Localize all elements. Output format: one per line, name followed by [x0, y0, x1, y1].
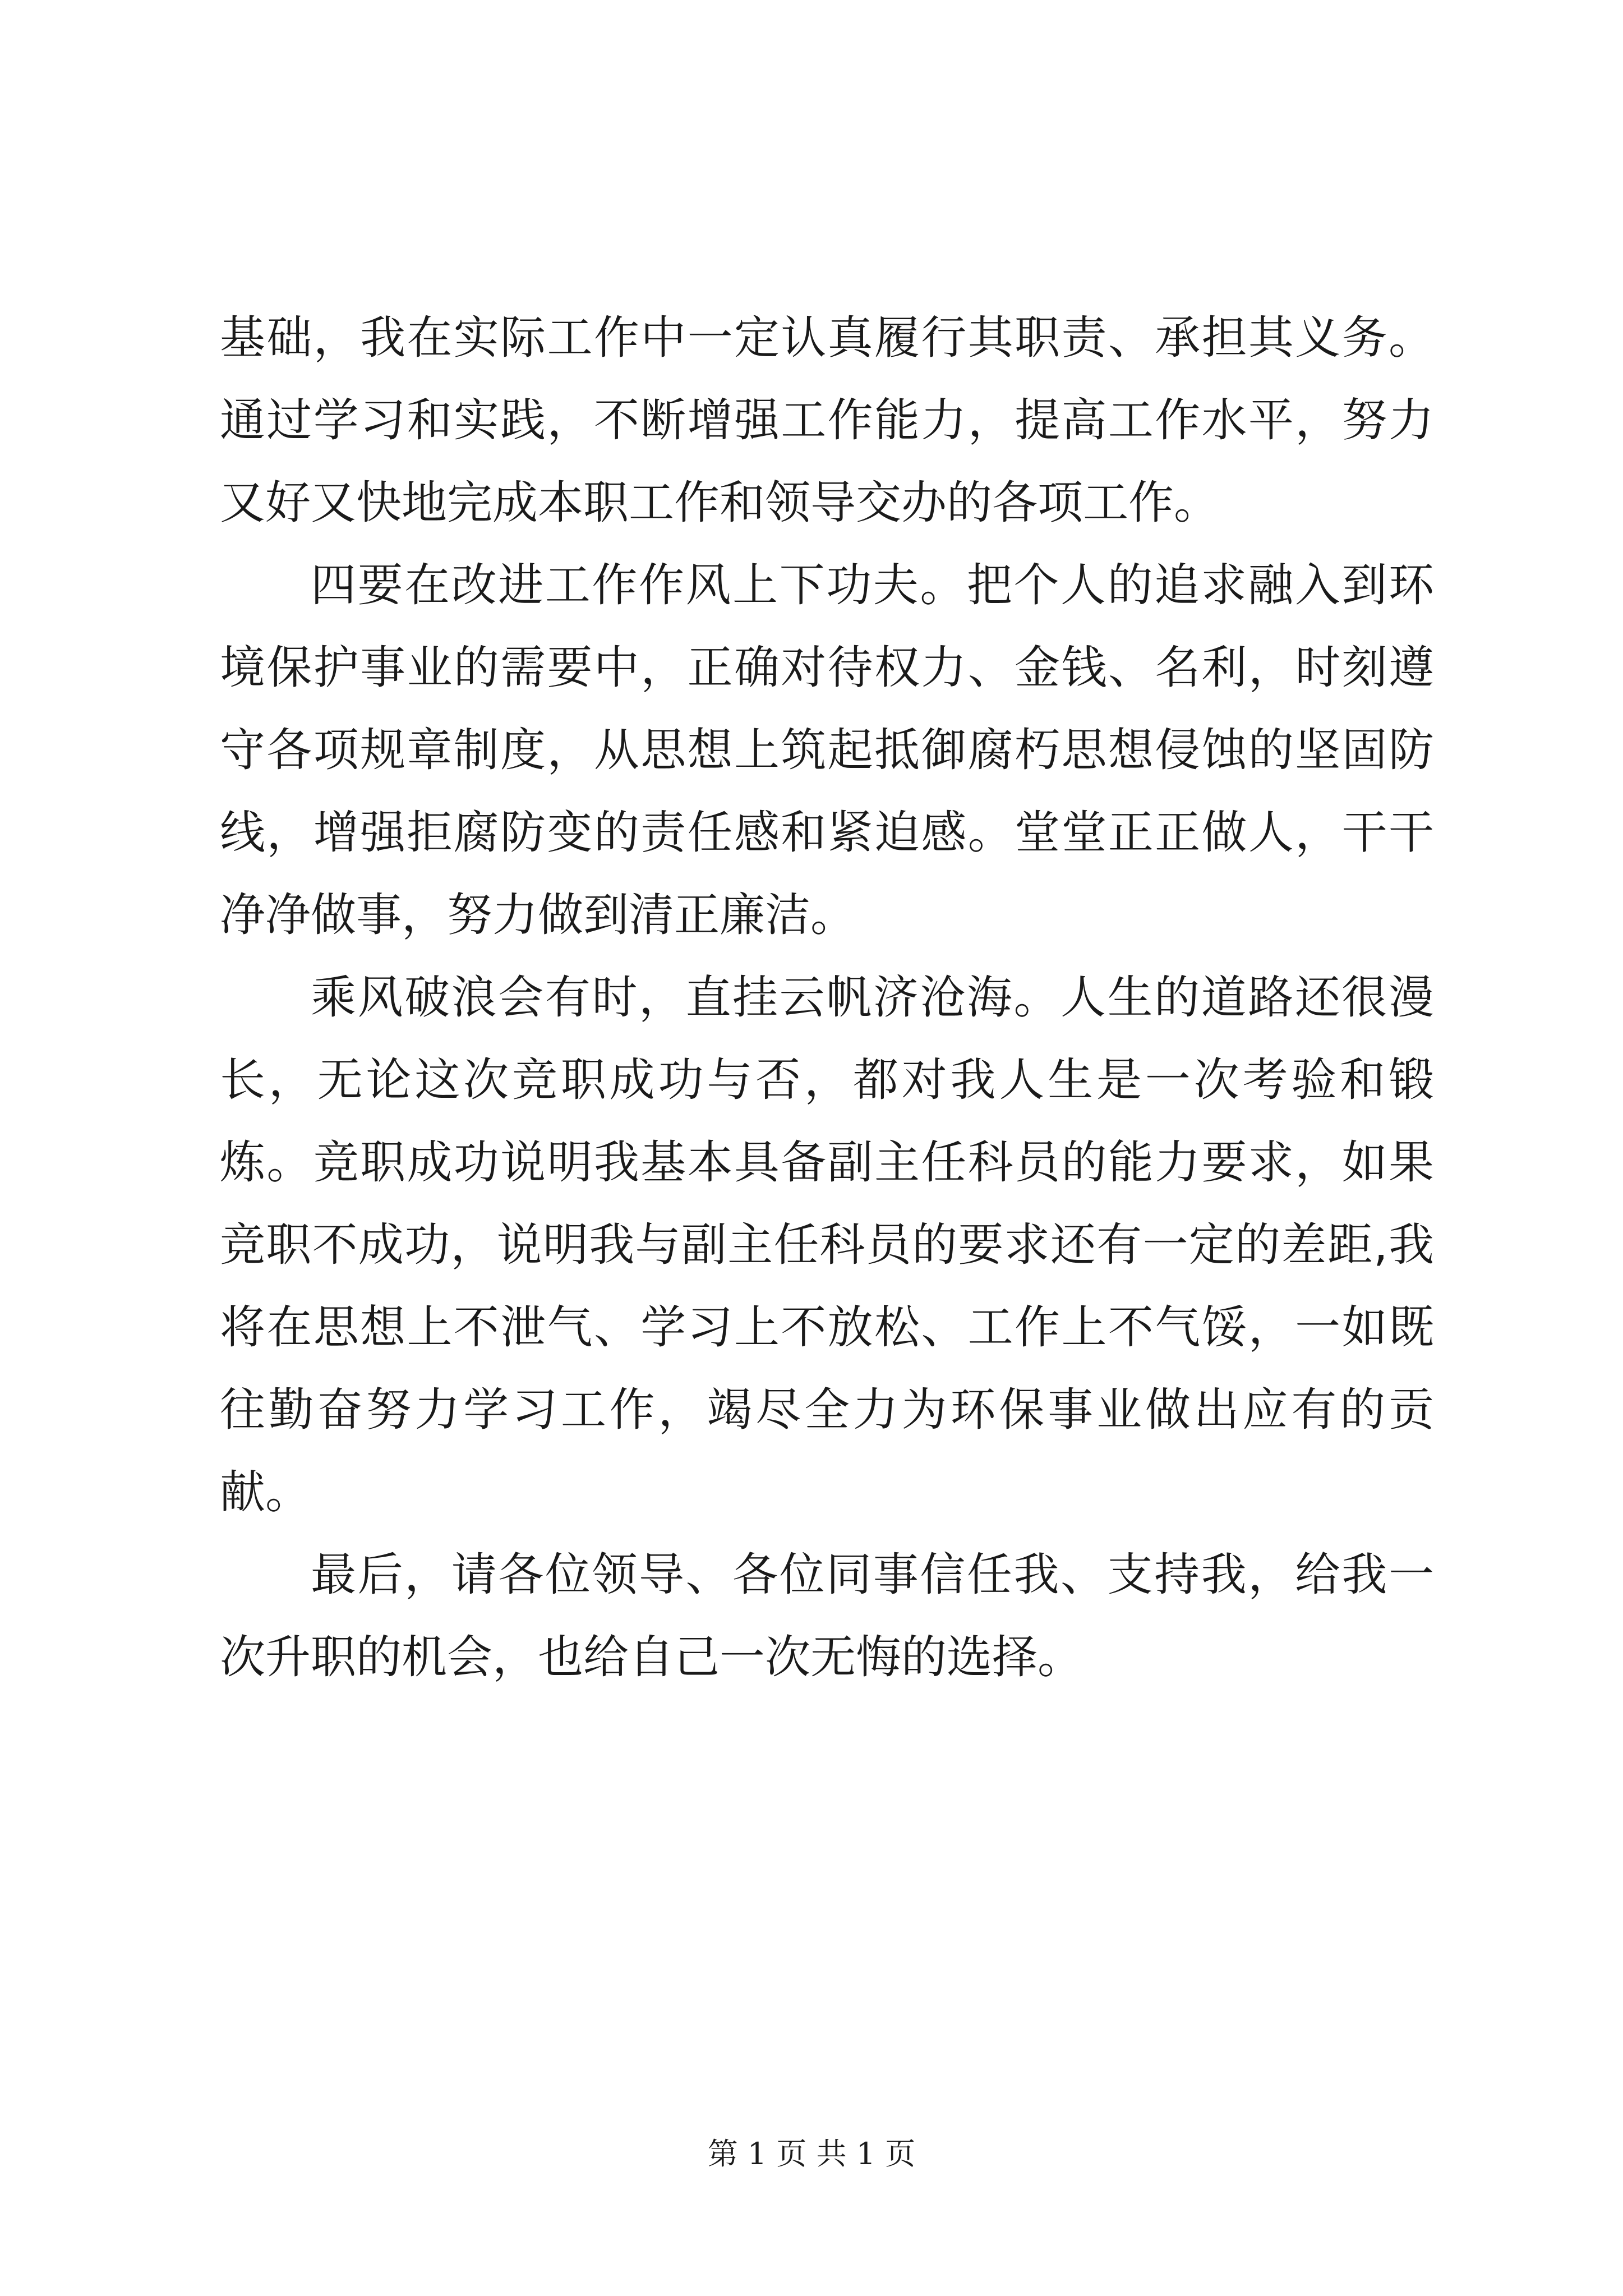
paragraph-aspiration: 乘风破浪会有时，直挂云帆济沧海。人生的道路还很漫长，无论这次竞职成功与否，都对我人生是一次考验和锻炼。竞职成功说明我基本具备副主任科员的能力要求，如果竞职不成功，说明我与副主任科员的要求还有一定的差距,我将在思想上不泄气、学习上不放松、工作上不气馁，一如既往勤奋努力学习工作，竭尽全力为环保事业做出应有的贡献。 [220, 972, 1434, 1519]
paragraph-closing: 最后，请各位领导、各位同事信任我、支持我，给我一次升职的机会，也给自己一次无悔的选择。 [220, 1549, 1434, 1684]
paragraph-continuation: 基础，我在实际工作中一定认真履行其职责、承担其义务。通过学习和实践，不断增强工作能力，提高工作水平，努力又好又快地完成本职工作和领导交办的各项工作。 [220, 312, 1434, 530]
document-body [220, 297, 1434, 1699]
page-footer: 第 1 页 共 1 页 [707, 2136, 916, 2171]
paragraph-work-style: 四要在改进工作作风上下功夫。把个人的追求融入到环境保护事业的需要中，正确对待权力、金钱、名利，时刻遵守各项规章制度，从思想上筑起抵御腐朽思想侵蚀的坚固防线，增强拒腐防变的责任感和紧迫感。堂堂正正做人，干干净净做事，努力做到清正廉洁。 [220, 559, 1434, 942]
